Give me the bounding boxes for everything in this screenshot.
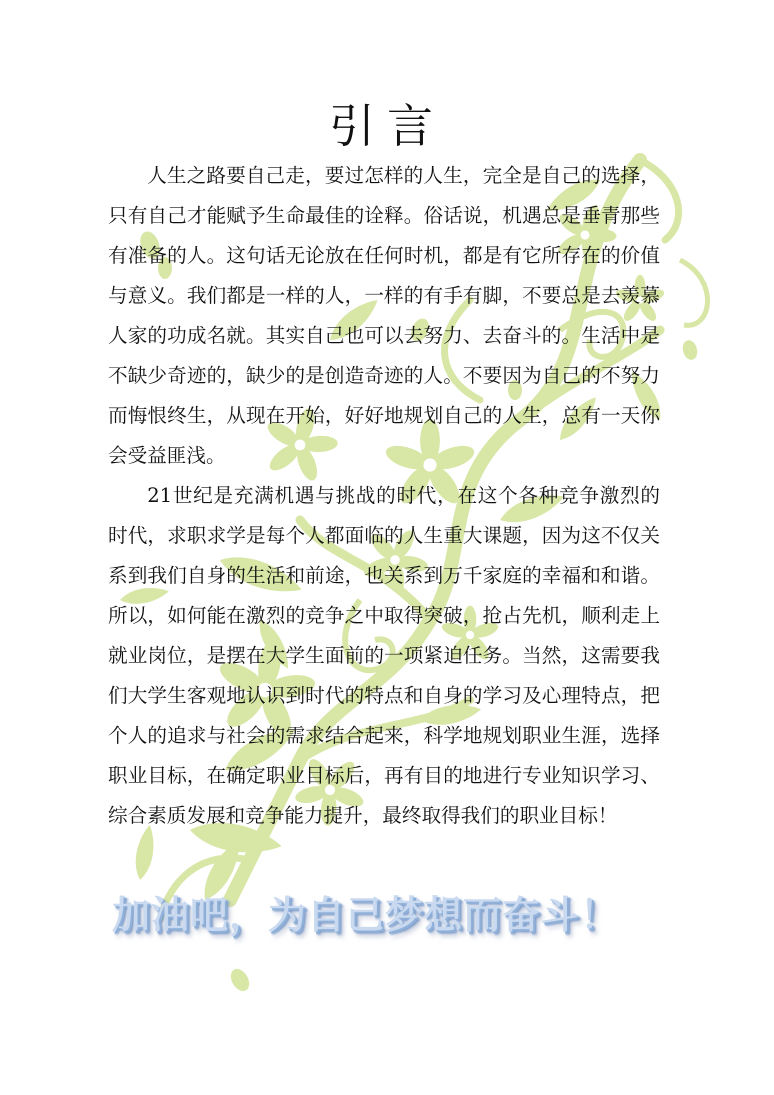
body-text — [108, 156, 660, 836]
intro-paragraph-2: 21世纪是充满机遇与挑战的时代，在这个各种竞争激烈的时代，求职求学是每个人都面临的人生重大课题，因为这不仅关系到我们自身的生活和前途，也关系到万千家庭的幸福和和谐。所以，如何能在激烈的竞争之中取得突破，抢占先机，顺利走上就业岗位，是摆在大学生面前的一项紧迫任务。当然，这需要我们大学生客观地认识到时代的特点和自身的学习及心理特点，把个人的追求与社会的需求结合起来，科学地规划职业生涯，选择职业目标，在确定职业目标后，再有目的地进行专业知识学习、综合素质发展和竞争能力提升，最终取得我们的职业目标！ — [108, 484, 660, 827]
page-title: 引言 — [329, 99, 445, 153]
slogan-wordart: 加油吧，为自己梦想而奋斗！ — [112, 893, 620, 937]
intro-paragraph-1: 人生之路要自己走，要过怎样的人生，完全是自己的选择，只有自己才能赋予生命最佳的诠释。俗话说，机遇总是垂青那些有准备的人。这句话无论放在任何时机，都是有它所存在的价值与意义。我们都是一样的人，一样的有手有脚，不要总是去羡慕人家的功成名就。其实自己也可以去努力、去奋斗的。生活中是不缺少奇迹的，缺少的是创造奇迹的人。不要因为自己的不努力而悔恨终生，从现在开始，好好地规划自己的人生，总有一天你会受益匪浅。 — [108, 164, 660, 467]
